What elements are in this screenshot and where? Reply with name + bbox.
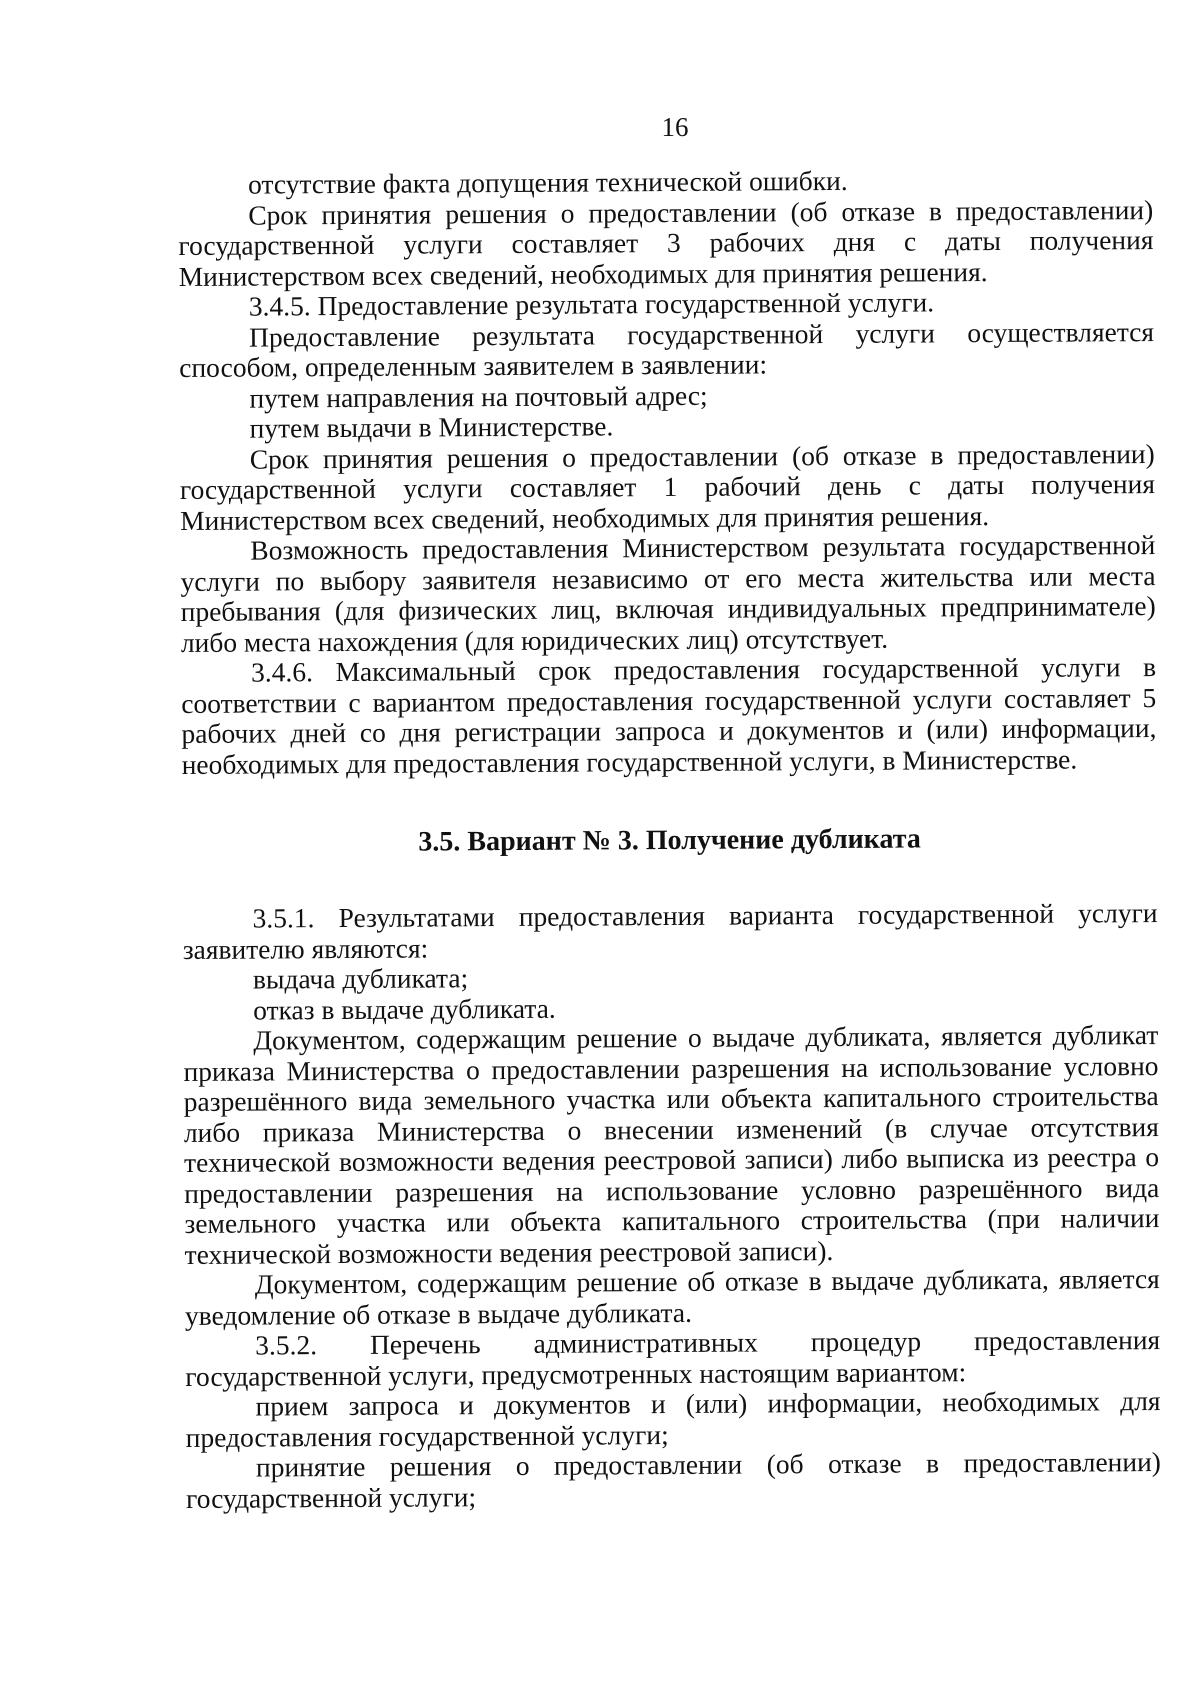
paragraph: путем выдачи в Министерстве. <box>249 410 614 444</box>
paragraph: путем направления на почтовый адрес; <box>249 379 708 414</box>
paragraph: прием запроса и документов и (или) информации, необходимых для предоставления государственной услуги; <box>185 1385 1161 1453</box>
paragraph: выдача дубликата; <box>252 962 469 995</box>
paragraph: принятие решения о предоставлении (об отказе в предоставлении) государственной услуги; <box>186 1446 1162 1514</box>
section-heading: 3.5. Вариант № 3. Получение дубликата <box>418 823 921 858</box>
paragraph: Предоставление результата государственной услуги осуществляется способом, определенным заявителем в заявлении: <box>179 315 1155 383</box>
paragraph: 3.4.6. Максимальный срок предоставления государственной услуги в соответствии с вариантом предоставления государственной услуги составляет 5 рабочих дней со дня регистрации запроса и документов и (или) информации, необходимых для предоставления государственной услуги, в Министерстве. <box>181 651 1157 780</box>
paragraph: 3.5.2. Перечень административных процедур предоставления государственной услуги, предусмотренных настоящим вариантом: <box>185 1324 1161 1392</box>
paragraph: Документом, содержащим решение об отказе в выдаче дубликата, является уведомление об отказе в выдаче дубликата. <box>184 1263 1160 1331</box>
paragraph: 3.5.1. Результатами предоставления варианта государственной услуги заявителю являются: <box>182 897 1158 965</box>
paragraph: Срок принятия решения о предоставлении (об отказе в предоставлении) государственной услуги составляет 1 рабочий день с даты получения Министерством всех сведений, необходимых для принятия решения. <box>179 437 1156 536</box>
paragraph: отсутствие факта допущения технической ошибки. <box>247 164 848 200</box>
paragraph: 3.4.5. Предоставление результата государственной услуги. <box>248 286 935 322</box>
paragraph: отказ в выдаче дубликата. <box>253 992 556 1026</box>
paragraph: Документом, содержащим решение о выдаче дубликата, является дубликат приказа Министерства о предоставлении разрешения на использование условно разрешённого вида земельного участка или объекта капитального строительства либо приказа Министерства о внесении изменений (в случае отсутствия технической возможности ведения реестровой записи) либо выписка из реестра о предоставлении разрешения на использование условно разрешённого вида земельного участка или объекта капитального строительства (при наличии технической возможности ведения реестровой записи). <box>183 1019 1160 1270</box>
page-number: 16 <box>661 112 689 142</box>
document-body <box>178 164 1161 1514</box>
paragraph: Срок принятия решения о предоставлении (об отказе в предоставлении) государственной услуги составляет 3 рабочих дня с даты получения Министерством всех сведений, необходимых для принятия решения. <box>178 193 1154 292</box>
paragraph: Возможность предоставления Министерством результата государственной услуги по выбору заявителя независимо от его места жительства или места пребывания (для физических лиц, включая индивидуальных предпринимателе) либо места нахождения (для юридических лиц) отсутствует. <box>180 529 1156 658</box>
